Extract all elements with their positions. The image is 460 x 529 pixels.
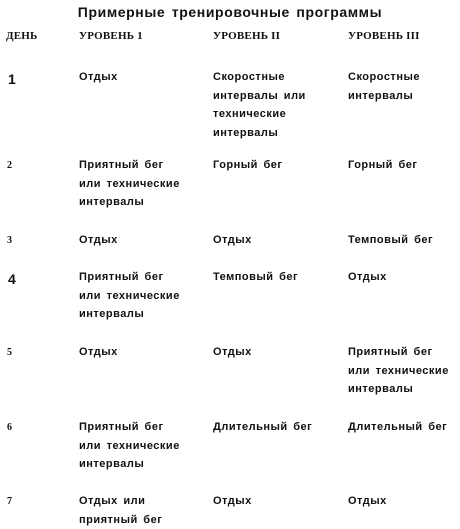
level-1-cell: Отдых xyxy=(79,234,118,246)
header-level-3: УРОВЕНЬ III xyxy=(348,30,420,42)
level-2-cell: Длительный бег xyxy=(213,421,313,433)
day-number: 2 xyxy=(7,160,12,171)
day-number: 6 xyxy=(7,422,12,433)
level-1-cell: Приятный бег или технические интервалы xyxy=(79,421,180,470)
level-2-cell: Темповый бег xyxy=(213,271,299,283)
level-1-cell: Приятный бег или технические интервалы xyxy=(79,271,180,320)
header-level-2: УРОВЕНЬ II xyxy=(213,30,281,42)
level-2-cell: Отдых xyxy=(213,234,252,246)
page-title: Примерные тренировочные программы xyxy=(77,4,383,20)
level-2-cell: Горный бег xyxy=(213,159,283,171)
level-3-cell: Скоростные интервалы xyxy=(348,71,420,102)
level-1-cell: Приятный бег или технические интервалы xyxy=(79,159,180,208)
level-1-cell: Отдых xyxy=(79,346,118,358)
day-number: 7 xyxy=(7,496,12,507)
level-3-cell: Темповый бег xyxy=(348,234,434,246)
level-2-cell: Отдых xyxy=(213,346,252,358)
level-1-cell: Отдых или приятный бег xyxy=(79,495,163,526)
level-2-cell: Скоростные интервалы или технические интервалы xyxy=(213,71,306,139)
level-2-cell: Отдых xyxy=(213,495,252,507)
level-3-cell: Длительный бег xyxy=(348,421,448,433)
level-3-cell: Отдых xyxy=(348,271,387,283)
day-number: 4 xyxy=(8,271,16,287)
header-day: ДЕНЬ xyxy=(6,30,38,42)
day-number: 1 xyxy=(8,71,16,87)
level-3-cell: Приятный бег или технические интервалы xyxy=(348,346,449,395)
day-number: 3 xyxy=(7,235,12,246)
level-1-cell: Отдых xyxy=(79,71,118,83)
level-3-cell: Горный бег xyxy=(348,159,418,171)
level-3-cell: Отдых xyxy=(348,495,387,507)
day-number: 5 xyxy=(7,347,12,358)
header-level-1: УРОВЕНЬ 1 xyxy=(79,30,143,42)
